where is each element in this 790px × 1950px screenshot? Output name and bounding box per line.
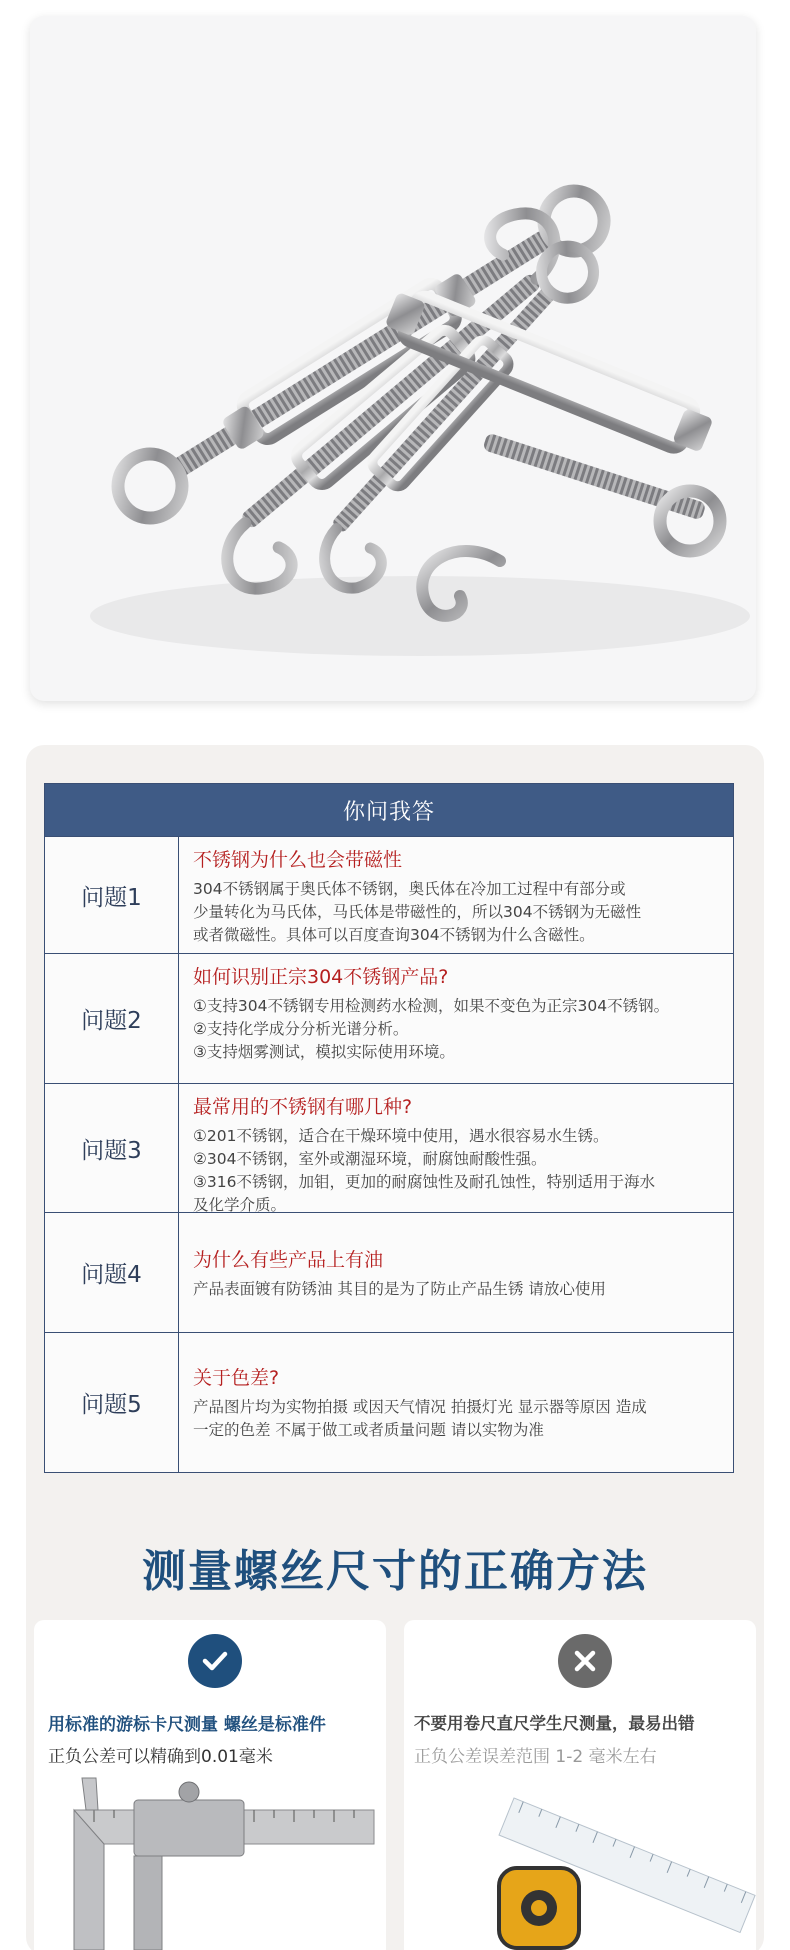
answer-line: ①201不锈钢，适合在干燥环境中使用，遇水很容易水生锈。 bbox=[193, 1127, 609, 1145]
qa-row bbox=[45, 1083, 733, 1212]
qa-table bbox=[44, 783, 734, 1473]
wrong-method-subtitle: 正负公差误差范围 1-2 毫米左右 bbox=[414, 1747, 657, 1767]
answer-line: ②支持化学成分分析光谱分析。 bbox=[193, 1020, 409, 1038]
wrong-method-title: 不要用卷尺直尺学生尺测量，最易出错 bbox=[414, 1714, 695, 1733]
wrong-method-card bbox=[404, 1620, 756, 1950]
turnbuckle-illustration bbox=[30, 16, 756, 701]
answer-line: ③支持烟雾测试，模拟实际使用环境。 bbox=[193, 1043, 455, 1061]
qa-row bbox=[45, 953, 733, 1083]
qa-header: 你问我答 bbox=[45, 784, 733, 836]
correct-method-title: 用标准的游标卡尺测量 螺丝是标准件 bbox=[48, 1715, 326, 1735]
answer bbox=[179, 1084, 733, 1212]
answer-title: 如何识别正宗304不锈钢产品? bbox=[193, 966, 449, 988]
question-label: 问题4 bbox=[45, 1213, 179, 1332]
answer-line: 少量转化为马氏体，马氏体是带磁性的，所以304不锈钢为无磁性 bbox=[193, 903, 642, 921]
answer-line: 一定的色差 不属于做工或者质量问题 请以实物为准 bbox=[193, 1421, 544, 1439]
answer bbox=[179, 1213, 733, 1332]
ruler-and-tape-icon bbox=[404, 1770, 756, 1950]
answer bbox=[179, 1333, 733, 1472]
answer bbox=[179, 954, 733, 1083]
answer-line: 或者微磁性。具体可以百度查询304不锈钢为什么含磁性。 bbox=[193, 926, 595, 944]
answer-title: 不锈钢为什么也会带磁性 bbox=[193, 849, 403, 871]
qa-row bbox=[45, 836, 733, 953]
qa-row bbox=[45, 1332, 733, 1472]
measure-title: 测量螺丝尺寸的正确方法 bbox=[142, 1546, 648, 1597]
answer-title: 最常用的不锈钢有哪几种? bbox=[193, 1096, 413, 1118]
qa-row bbox=[45, 1212, 733, 1332]
caliper-icon bbox=[34, 1770, 386, 1950]
correct-method-subtitle: 正负公差可以精确到0.01毫米 bbox=[48, 1747, 273, 1767]
correct-method-card bbox=[34, 1620, 386, 1950]
question-label: 问题3 bbox=[45, 1084, 179, 1212]
answer-line: ②304不锈钢，室外或潮湿环境，耐腐蚀耐酸性强。 bbox=[193, 1150, 547, 1168]
answer-line: 及化学介质。 bbox=[193, 1196, 287, 1214]
answer-line: 产品图片均为实物拍摄 或因天气情况 拍摄灯光 显示器等原因 造成 bbox=[193, 1398, 647, 1416]
question-label: 问题1 bbox=[45, 837, 179, 953]
x-icon bbox=[558, 1634, 612, 1688]
answer-line: ①支持304不锈钢专用检测药水检测，如果不变色为正宗304不锈钢。 bbox=[193, 997, 670, 1015]
answer-line: ③316不锈钢，加钼，更加的耐腐蚀性及耐孔蚀性，特别适用于海水 bbox=[193, 1173, 655, 1191]
question-label: 问题5 bbox=[45, 1333, 179, 1472]
question-label: 问题2 bbox=[45, 954, 179, 1083]
answer-line: 304不锈钢属于奥氏体不锈钢，奥氏体在冷加工过程中有部分或 bbox=[193, 880, 626, 898]
answer bbox=[179, 837, 733, 953]
answer-title: 为什么有些产品上有油 bbox=[193, 1248, 384, 1271]
product-photo bbox=[30, 16, 756, 701]
answer-title: 关于色差? bbox=[193, 1367, 280, 1389]
check-icon bbox=[188, 1634, 242, 1688]
answer-line: 产品表面镀有防锈油 其目的是为了防止产品生锈 请放心使用 bbox=[193, 1279, 606, 1298]
